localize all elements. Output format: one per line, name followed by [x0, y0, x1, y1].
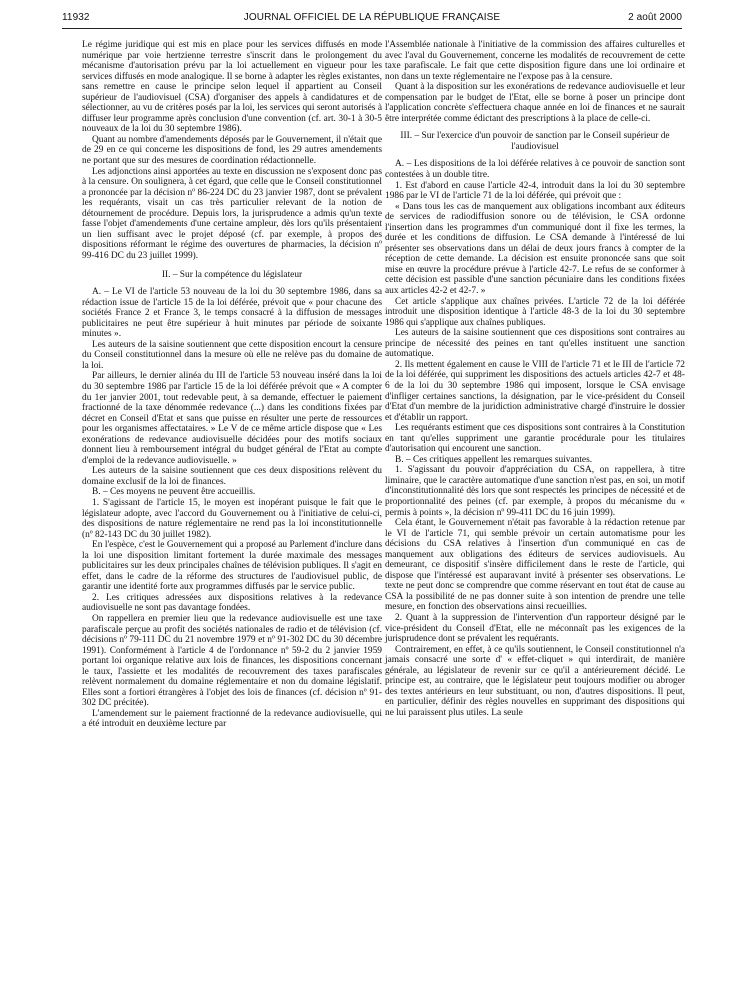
issue-date: 2 août 2000 [628, 12, 682, 23]
paragraph: Contrairement, en effet, à ce qu'ils soutiennent, le Conseil constitutionnel n'a jamais consacré une sorte d' « effet-cliquet » qui interdirait, de manière générale, au législateur de revenir sur ce qu'il a antérieurement décidé. Le principe est, au contraire, que le législateur peut toujours modifier ou abroger des textes antérieurs en leur substituant, ou non, d'autres dispositions. Il peut, en particulier, définir des règles nouvelles en supprimant des dispositions qui ne lui paraissent plus utiles. La seule [385, 644, 685, 718]
running-header [62, 12, 682, 28]
paragraph: B. – Ces critiques appellent les remarques suivantes. [395, 454, 593, 465]
quotation: « Dans tous les cas de manquement aux obligations incombant aux éditeurs de services de radiodiffusion sonore ou de télévision, le CSA ordonne l'insertion dans les programmes d'un communiqué dont il fixe les termes, la durée et les conditions de diffusion. Le CSA demande à l'intéressé de lui présenter ses observations dans un délai de deux jours francs à compter de la réception de cette demande. La décision est ensuite prononcée sans que soit mise en œuvre la procédure prévue à l'article 42-7. Le refus de se conformer à cette décision est passible d'une sanction pécuniaire dans les conditions fixées aux articles 42-2 et 42-7. » [385, 201, 685, 297]
paragraph: 2. Ils mettent également en cause le VIII de l'article 71 et le III de l'article 72 de la loi déférée, qui suppriment les dispositions des actuels articles 42-7 et 48-6 de la loi du 30 septembre 1986 qui imposent, lorsque le CSA envisage d'infliger certaines sanctions, la désignation, par le vice-président du Conseil d'Etat d'un membre de la juridiction administrative chargé d'instruire le dossier et d'établir un rapport. [385, 359, 685, 423]
paragraph: B. – Ces moyens ne peuvent être accueillis. [92, 487, 256, 498]
section-heading: II. – Sur la compétence du législateur [161, 270, 303, 281]
paragraph: 1. S'agissant du pouvoir d'appréciation du CSA, on rappellera, à titre liminaire, que le caractère automatique d'une sanction n'est pas, en soi, un motif d'inconstitutionnalité dès lors que sont respectés les principes de nécessité et de proportionnalité des peines (cf. par exemple, à propos du mécanisme du « permis à points », la décision nº 99-411 DC du 16 juin 1999). [385, 465, 685, 518]
paragraph: Par ailleurs, le dernier alinéa du III de l'article 53 nouveau inséré dans la loi du 30 septembre 1986 par l'article 15 de la loi déférée prévoit que « A compter du 1er janvier 2001, tout redevable peut, à sa demande, effectuer le paiement fractionné de la taxe dénommée redevance (...) dans les conditions fixées par décret en Conseil d'Etat et sans que puisse en résulter une perte de ressources pour les organismes affectataires. » Le V de ce même article dispose que « Les exonérations de redevance audiovisuelle décidées pour des motifs sociaux donnent lieu à remboursement intégral du budget général de l'Etat au compte d'emploi de la redevance audiovisuelle. » [82, 371, 382, 466]
paragraph: Quant au nombre d'amendements déposés par le Gouvernement, il n'était que de 29 en ce qui concerne les dispositions de fond, les 29 autres amendements ne portant que sur des mesures de coordination rédactionnelle. [82, 134, 382, 167]
paragraph: Cet article s'applique aux chaînes privées. L'article 72 de la loi déférée introduit une disposition identique à l'article 48-3 de la loi du 30 septembre 1986 qui s'applique aux chaînes publiques. [385, 296, 685, 328]
section-heading: III. – Sur l'exercice d'un pouvoir de sanction par le Conseil supérieur de l'audiovisuel [400, 131, 670, 152]
paragraph: Le régime juridique qui est mis en place pour les services diffusés en mode numérique par voie hertzienne terrestre s'inscrit dans le prolongement du mécanisme d'autorisation prévu par la loi actuellement en vigueur pour les services diffusés en mode analogique. Il se borne à adapter les règles existantes, sans remettre en cause le principe selon lequel il appartient au Conseil supérieur de l'audiovisuel (CSA) d'organiser des appels à candidatures et de sélectionner, au vu de critères posés par la loi, les services qui seront autorisés à diffuser leur programme après conclusion d'une convention (cf. art. 30-1 à 30-5 nouveaux de la loi du 30 septembre 1986). [82, 40, 382, 135]
right-column [385, 40, 685, 718]
header-rule [62, 28, 682, 29]
paragraph: Cela étant, le Gouvernement n'était pas favorable à la rédaction retenue par le VI de l'article 71, qui semble prévoir un certain automatisme pour les décisions du CSA relatives à l'insertion d'un communiqué en cas de manquement aux obligations des éditeurs de services audiovisuels. Au demeurant, ce dispositif s'insère difficilement dans le reste de l'article, qui dispose que l'intéressé est auparavant invité à présenter ses observations. Le texte ne peut donc se comprendre que comme réservant en tout état de cause au CSA la possibilité de ne pas donner suite à son intention de prendre une telle mesure, en fonction des observations ainsi recueillies. [385, 518, 685, 613]
paragraph: Les adjonctions ainsi apportées au texte en discussion ne s'exposent donc pas à la censure. On soulignera, à cet égard, que celle que le Conseil constitutionnel a prononcée par la décision nº 86-224 DC du 23 janvier 1987, dont se prévalent les requérants, visait un cas très particulier relevant de la notion de détournement de procédure. Depuis lors, la jurisprudence a admis qu'un texte fasse l'objet d'amendements d'une certaine ampleur, dès lors qu'ils présentaient un lien suffisant avec le projet déposé (cf. par exemple, à propos des dispositions réformant le régime des ouvertures de pharmacies, la décision nº 99-416 DC du 23 juillet 1999). [82, 166, 382, 261]
paragraph: Les auteurs de la saisine soutiennent que cette disposition encourt la censure du Conseil constitutionnel dans la mesure où elle ne relève pas du domaine de la loi. [82, 339, 382, 371]
paragraph: Les auteurs de la saisine soutiennent que ces deux dispositions relèvent du domaine exclusif de la loi de finances. [82, 466, 382, 487]
page-number: 11932 [62, 12, 90, 23]
paragraph: l'Assemblée nationale à l'initiative de la commission des affaires culturelles et avec l'aval du Gouvernement, concerne les modalités de recouvrement de cette taxe parafiscale. Le fait que cette disposition figure dans une loi ordinaire et non dans un texte réglementaire ne l'expose pas à la censure. [385, 40, 685, 82]
paragraph: 2. Quant à la suppression de l'intervention d'un rapporteur désigné par le vice-président du Conseil d'Etat, elle ne méconnaît pas les exigences de la jurisprudence dont se prévalent les requérants. [385, 612, 685, 645]
paragraph: On rappellera en premier lieu que la redevance audiovisuelle est une taxe parafiscale perçue au profit des sociétés nationales de radio et de télévision (cf. décisions nº 79-111 DC du 21 novembre 1979 et nº 91-302 DC du 30 décembre 1991). Conformément à l'article 4 de l'ordonnance nº 59-2 du 2 janvier 1959 portant loi organique relative aux lois de finances, les dispositions concernant le taux, l'assiette et les modalités de recouvrement des taxes parafiscales relèvent normalement du domaine réglementaire et non du domaine législatif. Elles sont a fortiori étrangères à l'objet des lois de finances (cf. décision nº 91-302 DC précitée). [82, 613, 382, 709]
paragraph: L'amendement sur le paiement fractionné de la redevance audiovisuelle, qui a été introduit en deuxième lecture par [82, 708, 382, 730]
paragraph: Quant à la disposition sur les exonérations de redevance audiovisuelle et leur compensation par le budget de l'Etat, elle se borne à poser un principe dont l'application concrète s'effectuera chaque année en loi de finances et ne saurait être interprétée comme édictant des prescriptions à la place de celle-ci. [385, 82, 685, 124]
paragraph: A. – Les dispositions de la loi déférée relatives à ce pouvoir de sanction sont contestées à un double titre. [385, 159, 685, 181]
paragraph: A. – Le VI de l'article 53 nouveau de la loi du 30 septembre 1986, dans sa rédaction issue de l'article 15 de la loi déférée, prévoit que « pour chacune des sociétés France 2 et France 3, le temps consacré à la diffusion de messages publicitaires ne peut être supérieur à huit minutes par période de soixante minutes ». [82, 287, 382, 340]
paragraph: Les auteurs de la saisine soutiennent que ces dispositions sont contraires au principe de nécessité des peines en tant qu'elles instituent une sanction automatique. [385, 328, 685, 360]
paragraph: 1. Est d'abord en cause l'article 42-4, introduit dans la loi du 30 septembre 1986 par le VI de l'article 71 de la loi déférée, qui prévoit que : [385, 180, 685, 202]
paragraph: Les requérants estiment que ces dispositions sont contraires à la Constitution en tant qu'elles suppriment une garantie procédurale pour les titulaires d'autorisation qui encourent une sanction. [385, 423, 685, 455]
paragraph: 1. S'agissant de l'article 15, le moyen est inopérant puisque le fait que le législateur adopte, avec l'accord du Gouvernement ou à l'initiative de celui-ci, des dispositions de nature réglementaire ne rend pas la loi inconstitutionnelle (nº 82-143 DC du 30 juillet 1982). [82, 497, 382, 540]
journal-title: JOURNAL OFFICIEL DE LA RÉPUBLIQUE FRANÇAISE [243, 12, 501, 23]
left-column [82, 40, 382, 730]
paragraph: En l'espèce, c'est le Gouvernement qui a proposé au Parlement d'inclure dans la loi une disposition limitant fortement la durée maximale des messages publicitaires sur les deux principales chaînes de télévision publiques. Il s'agit en effet, dans le cadre de la réforme des structures de l'audiovisuel public, de garantir une identité forte aux programmes diffusés par le service public. [82, 540, 382, 593]
paragraph: 2. Les critiques adressées aux dispositions relatives à la redevance audiovisuelle ne sont pas davantage fondées. [82, 592, 382, 614]
